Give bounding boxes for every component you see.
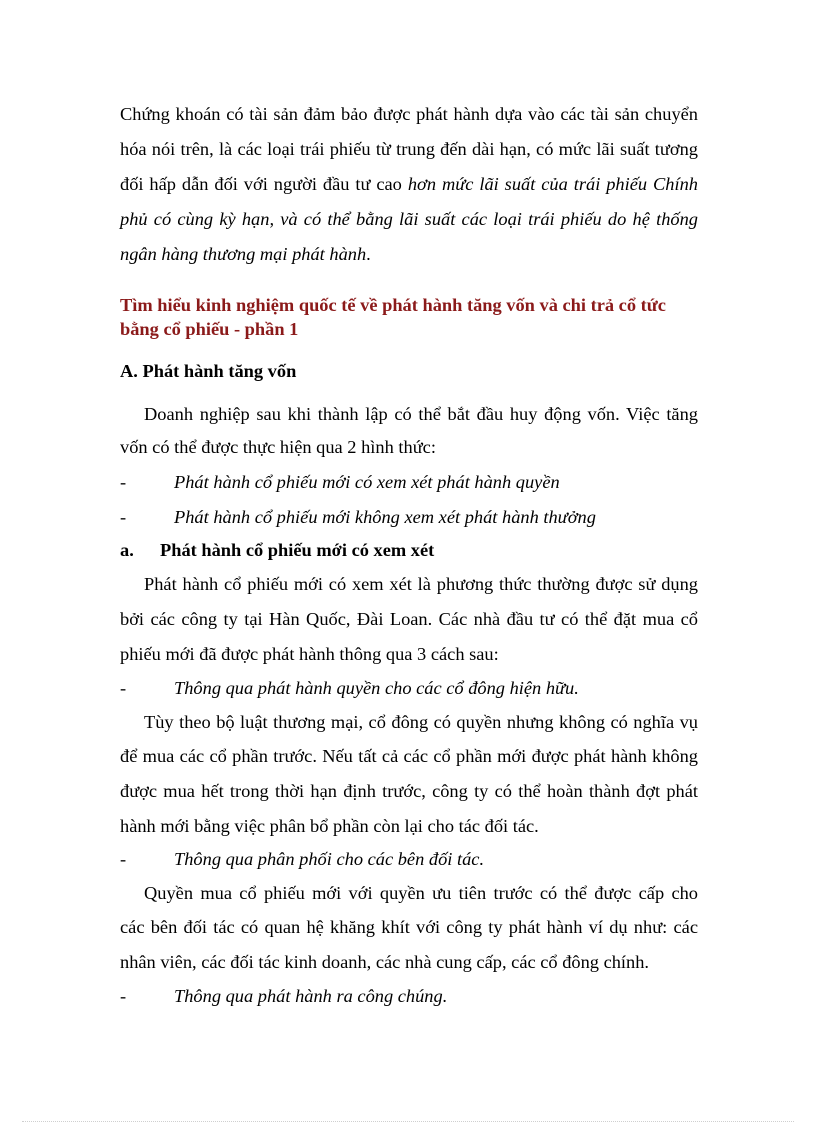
intro-line-5: [120, 242, 371, 266]
subsection-a-para2-line-3: được mua hết trong thời hạn định trước, công ty có thể hoàn thành đợt phát: [120, 781, 698, 801]
subsection-a-label: a.: [120, 540, 134, 560]
bullet-text-2: Phát hành cổ phiếu mới không xem xét phát hành thưởng: [174, 507, 596, 527]
intro-line-5-italic: ngân hàng thương mại phát hành: [120, 244, 367, 264]
subsection-a-para3-line-1: Quyền mua cổ phiếu mới với quyền ưu tiên trước có thể được cấp cho: [144, 883, 698, 903]
subsection-a-para3-line-2: các bên đối tác có quan hệ khăng khít với công ty phát hành ví dụ như: các: [120, 917, 698, 937]
subsection-a-para1-line-1: Phát hành cổ phiếu mới có xem xét là phương thức thường được sử dụng: [144, 574, 698, 594]
subsection-a-para2-line-4: hành mới bằng việc phân bổ phần còn lại cho tác đối tác.: [120, 816, 539, 836]
bullet-text-3: Thông qua phát hành quyền cho các cổ đông hiện hữu.: [174, 678, 579, 698]
intro-line-2: hóa nói trên, là các loại trái phiếu từ trung đến dài hạn, có mức lãi suất tương: [120, 139, 698, 159]
bullet-dash: -: [120, 507, 127, 527]
page-bottom-rule: [22, 1121, 794, 1122]
subsection-a-para2-line-1: Tùy theo bộ luật thương mại, cổ đông có quyền nhưng không có nghĩa vụ: [144, 712, 698, 732]
bullet-dash: -: [120, 849, 127, 869]
bullet-dash: -: [120, 472, 127, 492]
intro-line-4: phủ có cùng kỳ hạn, và có thể bằng lãi suất các loại trái phiếu do hệ thống: [120, 209, 698, 229]
intro-line-3-italic: hơn mức lãi suất của trái phiếu Chính: [407, 174, 698, 194]
subsection-a-para2-line-2: để mua các cổ phần trước. Nếu tất cả các cổ phần mới được phát hành không: [120, 746, 698, 766]
bullet-text-5: Thông qua phát hành ra công chúng.: [174, 986, 448, 1006]
intro-line-3: [120, 172, 698, 196]
bullet-text-1: Phát hành cổ phiếu mới có xem xét phát hành quyền: [174, 472, 560, 492]
article-title-line-2: bằng cổ phiếu - phần 1: [120, 319, 299, 339]
section-a-para-line-1: Doanh nghiệp sau khi thành lập có thể bắt đầu huy động vốn. Việc tăng: [144, 404, 698, 424]
bullet-text-4: Thông qua phân phối cho các bên đối tác.: [174, 849, 485, 869]
section-a-heading: A. Phát hành tăng vốn: [120, 361, 297, 381]
intro-line-1: Chứng khoán có tài sản đảm bảo được phát hành dựa vào các tài sản chuyển: [120, 104, 698, 124]
article-title-line-1: Tìm hiểu kinh nghiệm quốc tế về phát hành tăng vốn và chi trả cổ tức: [120, 295, 666, 315]
intro-line-5-end: .: [366, 244, 371, 264]
bullet-dash: -: [120, 678, 127, 698]
subsection-a-heading: Phát hành cổ phiếu mới có xem xét: [160, 540, 435, 560]
subsection-a-para1-line-3: phiếu mới đã được phát hành thông qua 3 cách sau:: [120, 644, 499, 664]
subsection-a-para1-line-2: bởi các công ty tại Hàn Quốc, Đài Loan. Các nhà đầu tư có thể đặt mua cổ: [120, 609, 698, 629]
section-a-para-line-2: vốn có thể được thực hiện qua 2 hình thức:: [120, 437, 436, 457]
subsection-a-para3-line-3: nhân viên, các đối tác kinh doanh, các nhà cung cấp, các cổ đông chính.: [120, 952, 650, 972]
bullet-dash: -: [120, 986, 127, 1006]
intro-line-3-normal: đối hấp dẫn đối với người đầu tư cao: [120, 174, 408, 194]
